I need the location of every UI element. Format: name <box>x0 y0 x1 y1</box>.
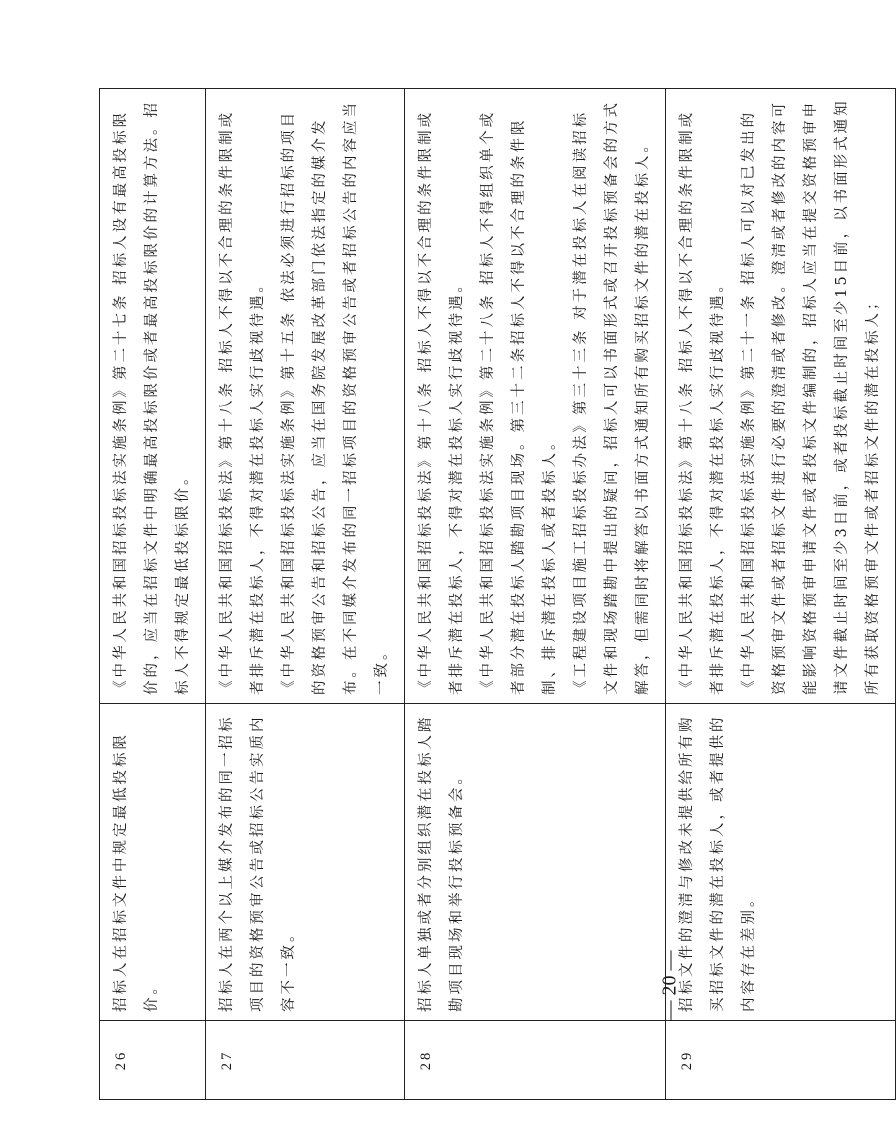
row-number: 29 <box>666 1021 896 1100</box>
legal-basis-cell <box>206 89 405 704</box>
table-row-29 <box>666 89 896 1100</box>
rotated-table-frame <box>99 88 881 1100</box>
table-row-27 <box>206 89 405 1100</box>
legal-basis-cell <box>100 89 206 704</box>
basis-paragraph: 《中华人民共和国招标投标法实施条例》第十五条 依法必须进行招标的项目的资格预审公告和招标公告，应当在国务院发展改革部门依法指定的媒介发布。在不同媒介发布的同一招标项目的资格预审公告或者招标公告的内容应当一致。 <box>281 100 390 695</box>
basis-paragraph: 《中华人民共和国招标投标法》第十八条 招标人不得以不合理的条件限制或者排斥潜在投标人，不得对潜在投标人实行歧视待遇。 <box>219 109 266 695</box>
basis-paragraph: 《中华人民共和国招标投标法》第十八条 招标人不得以不合理的条件限制或者排斥潜在投标人，不得对潜在投标人实行歧视待遇。 <box>679 109 726 695</box>
table-row-28 <box>405 89 666 1100</box>
basis-paragraph: 《中华人民共和国招标投标法实施条例》第二十一条 招标人可以对已发出的资格预审文件或者招标文件进行必要的澄清或者修改。澄清或者修改的内容可能影响资格预审申请文件或者投标文件编制的，招标人应当在提交资格预审申请文件截止时间至少3日前，或者投标截止时间至少15日前，以书面形式通知所有获取资格预审文件或者招标文件的潜在投标人； <box>741 98 881 695</box>
row-number: 26 <box>100 1021 206 1100</box>
row-number: 27 <box>206 1021 405 1100</box>
legal-basis-cell <box>666 89 896 704</box>
regulation-table <box>99 88 896 1100</box>
rotated-table-region <box>99 88 881 1100</box>
requirement-cell: 招标人在两个以上媒介发布的同一招标项目的资格预审公告或招标公告实质内容不一致。 <box>206 704 405 1021</box>
basis-paragraph: 《工程建设项目施工招标投标办法》第三十三条 对于潜在投标人在阅读招标文件和现场踏勘中提出的疑问，招标人可以书面形式或召开投标预备会的方式解答，但需同时将解答以书面方式通知所有购买招标文件的潜在投标人。 <box>573 100 651 695</box>
requirement-cell: 招标文件的澄清与修改未提供给所有购买招标文件的潜在投标人，或者提供的内容存在差别。 <box>666 704 896 1021</box>
legal-basis-cell <box>405 89 666 704</box>
requirement-cell: 招标人单独或者分别组织潜在投标人踏勘项目现场和举行投标预备会。 <box>405 704 666 1021</box>
page-number-text: — 20 — <box>658 950 681 1020</box>
basis-paragraph: 《中华人民共和国招标投标法》第十八条 招标人不得以不合理的条件限制或者排斥潜在投标人，不得对潜在投标人实行歧视待遇。 <box>418 109 465 695</box>
page-number <box>650 940 690 1030</box>
table-row-26 <box>100 89 206 1100</box>
row-number: 28 <box>405 1021 666 1100</box>
requirement-cell: 招标人在招标文件中规定最低投标限价。 <box>100 704 206 1021</box>
basis-paragraph: 《中华人民共和国招标投标法实施条例》第二十七条 招标人设有最高投标限价的，应当在招标文件中明确最高投标限价或者最高投标限价的计算方法。招标人不得规定最低投标限价。 <box>113 100 191 695</box>
basis-paragraph: 《中华人民共和国招标投标法实施条例》第二十八条 招标人不得组织单个或者部分潜在投标人踏勘项目现场。第三十二条招标人不得以不合理的条件限制、排斥潜在投标人或者投标人。 <box>480 109 558 695</box>
